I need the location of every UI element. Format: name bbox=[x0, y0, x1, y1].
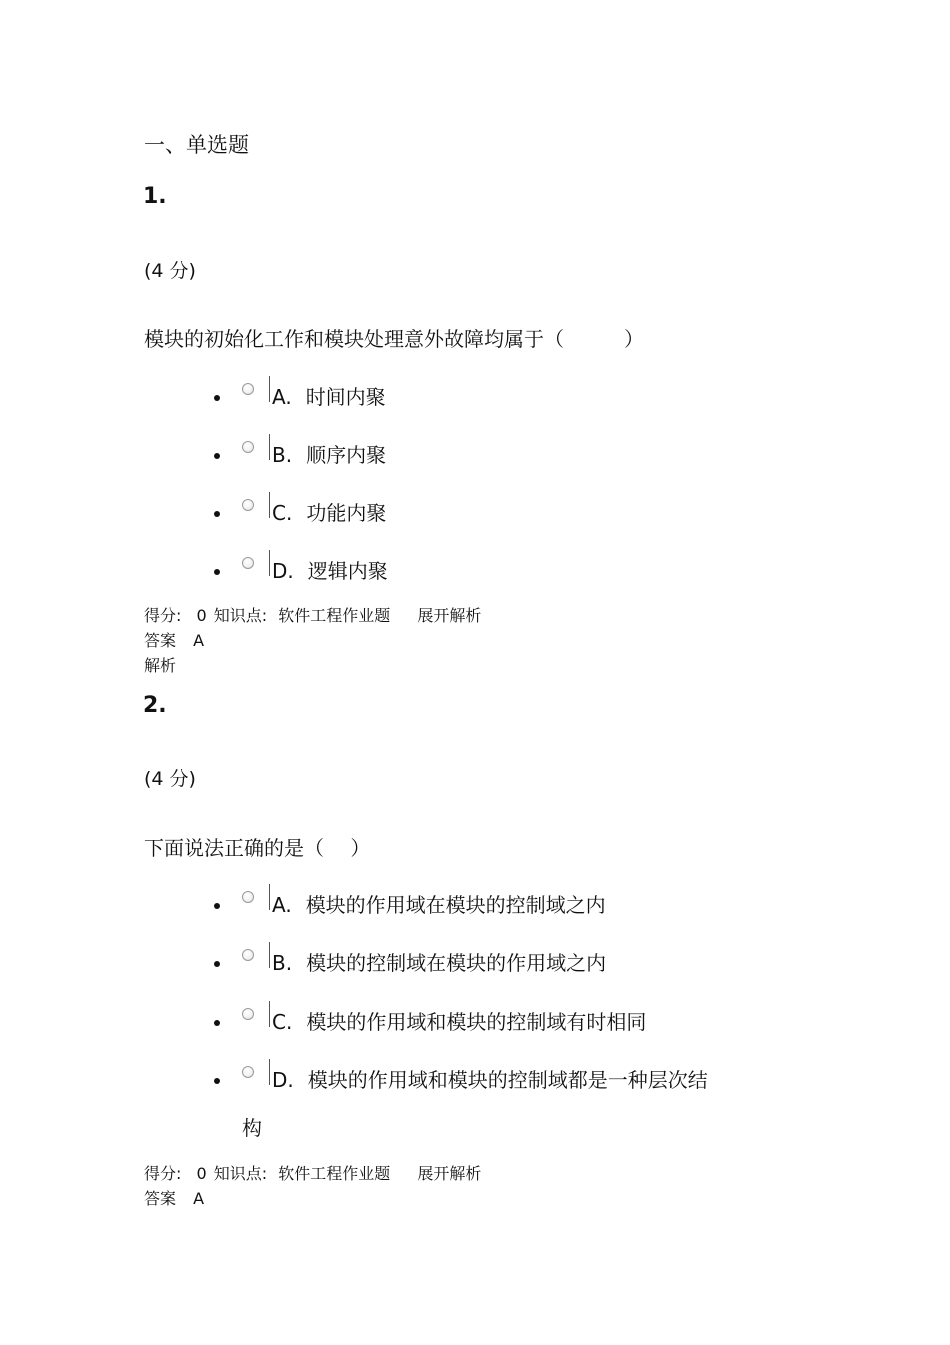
knowledge-value: 软件工程作业题 bbox=[278, 606, 391, 625]
bullet-icon bbox=[214, 961, 220, 967]
section-title: 一、单选题 bbox=[144, 133, 249, 157]
option-label: 逻辑内聚 bbox=[307, 559, 388, 583]
bullet-icon bbox=[214, 453, 220, 459]
radio-button[interactable] bbox=[242, 1008, 254, 1020]
divider bbox=[269, 376, 270, 402]
question-1-text: 模块的初始化工作和模块处理意外故障均属于（ ） bbox=[144, 327, 644, 351]
answer-label: 答案 bbox=[144, 1189, 177, 1208]
option-letter: C. bbox=[272, 1010, 293, 1034]
option-letter: B. bbox=[272, 443, 293, 467]
option-label: 模块的控制域在模块的作用域之内 bbox=[306, 951, 607, 975]
knowledge-value: 软件工程作业题 bbox=[278, 1164, 391, 1183]
knowledge-label: 知识点: bbox=[213, 606, 268, 625]
option-letter: A. bbox=[272, 385, 292, 409]
radio-button[interactable] bbox=[242, 891, 254, 903]
question-2-answer bbox=[144, 1186, 204, 1209]
bullet-icon bbox=[214, 395, 220, 401]
question-1-points: (4 分) bbox=[144, 260, 196, 282]
radio-button[interactable] bbox=[242, 383, 254, 395]
option-label: 模块的作用域和模块的控制域有时相同 bbox=[306, 1010, 647, 1034]
radio-button[interactable] bbox=[242, 499, 254, 511]
score-value: 0 bbox=[196, 606, 207, 625]
divider bbox=[269, 942, 270, 968]
answer-value: A bbox=[193, 1189, 205, 1208]
bullet-icon bbox=[214, 1078, 220, 1084]
expand-analysis-link[interactable]: 展开解析 bbox=[417, 606, 482, 625]
divider bbox=[269, 884, 270, 910]
option-letter: B. bbox=[272, 951, 293, 975]
divider bbox=[269, 1001, 270, 1027]
bullet-icon bbox=[214, 511, 220, 517]
option-label: 模块的作用域和模块的控制域都是一种层次结 bbox=[307, 1068, 708, 1092]
bullet-icon bbox=[214, 903, 220, 909]
option-label: 模块的作用域在模块的控制域之内 bbox=[305, 893, 606, 917]
divider bbox=[269, 550, 270, 576]
option-label: 功能内聚 bbox=[306, 501, 387, 525]
answer-label: 答案 bbox=[144, 631, 177, 650]
question-2-points: (4 分) bbox=[144, 768, 196, 790]
option-letter: A. bbox=[272, 893, 292, 917]
question-1-answer bbox=[144, 628, 204, 651]
option-letter: C. bbox=[272, 501, 293, 525]
answer-value: A bbox=[193, 631, 205, 650]
score-label: 得分: bbox=[144, 1164, 182, 1183]
radio-button[interactable] bbox=[242, 441, 254, 453]
question-2-text: 下面说法正确的是（ ） bbox=[144, 836, 371, 860]
question-1-analysis-label: 解析 bbox=[144, 656, 177, 675]
question-1-meta bbox=[144, 603, 481, 626]
radio-button[interactable] bbox=[242, 1066, 254, 1078]
option-label: 顺序内聚 bbox=[306, 443, 387, 467]
divider bbox=[269, 1059, 270, 1085]
question-2-option-d-continuation: 构 bbox=[242, 1116, 262, 1140]
bullet-icon bbox=[214, 569, 220, 575]
score-label: 得分: bbox=[144, 606, 182, 625]
option-letter: D. bbox=[272, 1068, 294, 1092]
expand-analysis-link[interactable]: 展开解析 bbox=[417, 1164, 482, 1183]
radio-button[interactable] bbox=[242, 557, 254, 569]
bullet-icon bbox=[214, 1020, 220, 1026]
knowledge-label: 知识点: bbox=[213, 1164, 268, 1183]
divider bbox=[269, 492, 270, 518]
question-2-meta bbox=[144, 1161, 481, 1184]
score-value: 0 bbox=[196, 1164, 207, 1183]
option-label: 时间内聚 bbox=[305, 385, 386, 409]
question-2-number: 2. bbox=[143, 693, 167, 718]
question-1-number: 1. bbox=[143, 184, 167, 209]
option-letter: D. bbox=[272, 559, 294, 583]
divider bbox=[269, 434, 270, 460]
radio-button[interactable] bbox=[242, 949, 254, 961]
